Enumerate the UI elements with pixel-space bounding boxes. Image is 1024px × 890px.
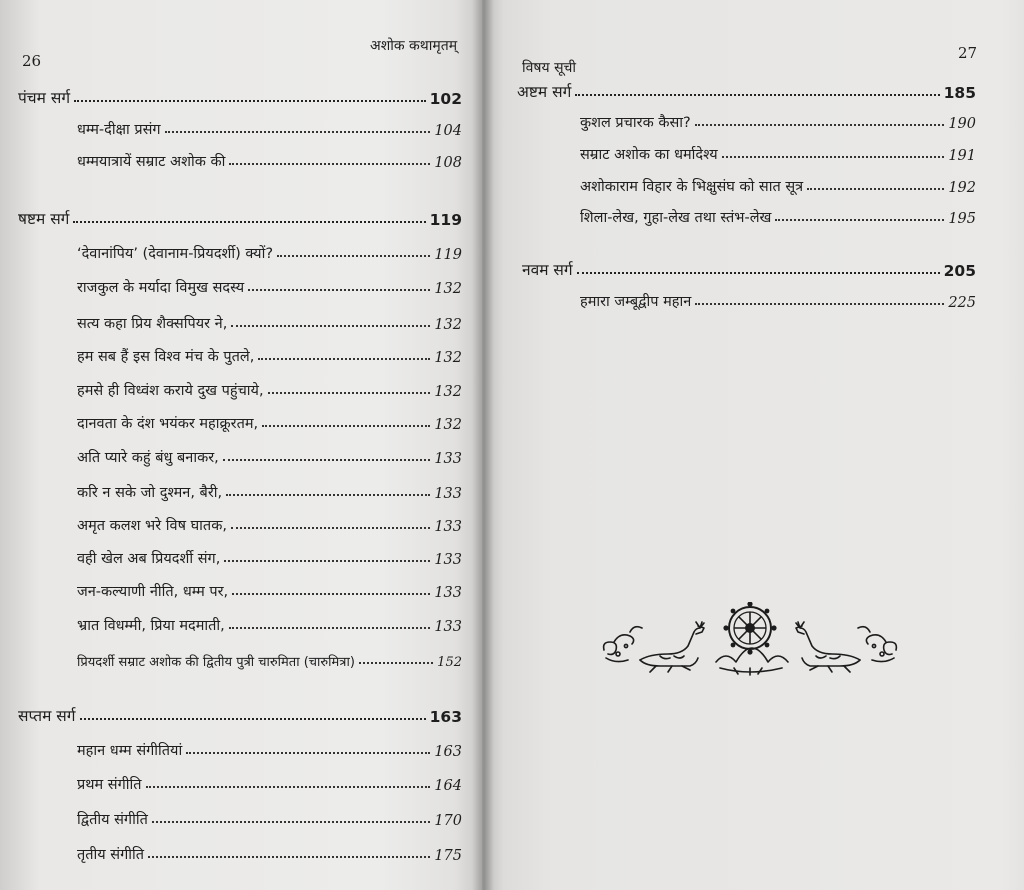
entry-title: जन-कल्याणी नीति, धम्म पर, [77,584,229,600]
running-header: अशोक कथामृतम् [370,38,458,54]
toc-entry[interactable] [580,140,976,164]
section-title: षष्टम सर्ग [18,210,70,228]
entry-page: 192 [948,180,976,196]
entry-page: 132 [434,384,462,400]
entry-title: शिला-लेख, गुहा-लेख तथा स्तंभ-लेख [580,210,772,226]
entry-page: 195 [948,211,976,227]
entry-title: प्रियदर्शी सम्राट अशोक की द्वितीय पुत्री चारुमिता (चारुमित्रा) [77,655,355,670]
toc-entry[interactable] [77,342,462,366]
toc-section-9[interactable] [522,256,976,280]
dot-leader [223,459,431,461]
entry-page: 119 [434,247,462,263]
dot-leader [695,124,945,126]
dot-leader [73,221,425,223]
toc-entry[interactable] [77,511,462,535]
entry-title: करि न सके जो दुश्मन, बैरी, [77,485,223,501]
entry-page: 132 [434,350,462,366]
toc-entry[interactable] [77,577,462,601]
entry-title: हमसे ही विध्वंश कराये दुख पहुंचाये, [77,383,264,399]
dot-leader [258,358,430,360]
entry-page: 133 [434,585,462,601]
section-page: 163 [429,708,462,726]
dot-leader [695,303,944,305]
section-page: 102 [429,90,462,108]
entry-title: भ्रात विधम्मी, प्रिया मदमाती, [77,618,225,634]
toc-entry[interactable] [77,147,462,171]
running-header: विषय सूची [522,60,577,76]
toc-entry[interactable] [580,108,976,132]
dot-leader [722,156,945,158]
entry-page: 133 [434,619,462,635]
section-page: 185 [943,84,976,102]
toc-section-8[interactable] [517,78,976,102]
entry-page: 190 [948,116,976,132]
toc-entry[interactable] [77,646,462,670]
entry-title: द्वितीय संगीति [77,812,148,828]
entry-title: प्रथम संगीति [77,777,142,793]
section-page: 205 [943,262,976,280]
entry-page: 133 [434,486,462,502]
deer-dharma-wheel-ornament-icon [600,602,900,678]
dot-leader [148,856,430,858]
dot-leader [152,821,430,823]
toc-entry[interactable] [77,273,462,297]
page-number: 26 [22,52,42,70]
entry-page: 170 [434,813,462,829]
entry-title: धम्मयात्रायें सम्राट अशोक की [77,154,226,170]
dot-leader [186,752,430,754]
toc-entry[interactable] [77,478,462,502]
dot-leader [229,163,430,165]
toc-entry[interactable] [580,172,976,196]
entry-title: धम्म-दीक्षा प्रसंग [77,122,161,138]
entry-title: ‘देवानांपिय’ (देवानाम-प्रियदर्शी) क्यों? [77,246,274,262]
toc-entry[interactable] [77,840,462,864]
entry-title: सत्य कहा प्रिय शैक्सपियर ने, [77,316,228,332]
entry-page: 104 [434,123,462,139]
entry-page: 175 [434,848,462,864]
dot-leader [165,131,431,133]
toc-section-5[interactable] [18,84,462,108]
entry-page: 133 [434,451,462,467]
section-title: अष्टम सर्ग [517,83,572,101]
dot-leader [231,527,430,529]
dot-leader [146,786,431,788]
toc-entry[interactable] [77,309,462,333]
toc-section-7[interactable] [18,702,462,726]
entry-page: 108 [434,155,462,171]
entry-title: अति प्यारे कहुं बंधु बनाकर, [77,450,219,466]
dot-leader [575,94,939,96]
toc-entry[interactable] [77,409,462,433]
entry-page: 163 [434,744,462,760]
entry-page: 164 [434,778,462,794]
section-page: 119 [429,211,462,229]
dot-leader [226,494,430,496]
toc-entry[interactable] [77,239,462,263]
entry-title: हमारा जम्बूद्वीप महान [580,294,692,310]
dot-leader [224,560,430,562]
book-gutter [472,0,494,890]
entry-page: 225 [948,295,976,311]
toc-entry[interactable] [580,203,976,227]
dot-leader [262,425,430,427]
toc-entry[interactable] [77,805,462,829]
toc-entry[interactable] [77,544,462,568]
toc-entry[interactable] [77,115,462,139]
dot-leader [231,325,430,327]
dot-leader [577,272,940,274]
entry-page: 132 [434,417,462,433]
entry-page: 133 [434,552,462,568]
entry-title: महान धम्म संगीतियां [77,743,183,759]
section-title: सप्तम सर्ग [18,707,76,725]
dot-leader [359,662,433,664]
entry-page: 132 [434,317,462,333]
dot-leader [80,718,426,720]
toc-entry[interactable] [77,611,462,635]
dot-leader [248,289,430,291]
dot-leader [232,593,430,595]
entry-page: 191 [948,148,976,164]
page-number: 27 [958,44,978,62]
entry-title: दानवता के दंश भयंकर महाक्रूरतम, [77,416,259,432]
entry-title: तृतीय संगीति [77,847,145,863]
toc-entry[interactable] [77,736,462,760]
dot-leader [268,392,431,394]
section-title: पंचम सर्ग [18,89,71,107]
toc-entry[interactable] [77,770,462,794]
toc-entry[interactable] [77,443,462,467]
dot-leader [229,627,431,629]
entry-title: सम्राट अशोक का धर्मादेश्य [580,147,718,163]
entry-page: 152 [437,655,462,670]
dot-leader [775,219,944,221]
entry-title: अमृत कलश भरे विष घातक, [77,518,227,534]
entry-title: वही खेल अब प्रियदर्शी संग, [77,551,221,567]
dot-leader [807,188,944,190]
toc-entry[interactable] [580,287,976,311]
left-page [0,0,482,890]
section-title: नवम सर्ग [522,261,573,279]
entry-title: कुशल प्रचारक कैसा? [580,115,691,131]
entry-page: 133 [434,519,462,535]
entry-title: हम सब हैं इस विश्व मंच के पुतले, [77,349,255,365]
right-page [482,0,1024,890]
toc-section-6[interactable] [18,205,462,229]
dot-leader [74,100,426,102]
dot-leader [277,255,430,257]
toc-entry[interactable] [77,376,462,400]
entry-title: राजकुल के मर्यादा विमुख सदस्य [77,280,245,296]
entry-title: अशोकाराम विहार के भिक्षुसंघ को सात सूत्र [580,179,804,195]
entry-page: 132 [434,281,462,297]
